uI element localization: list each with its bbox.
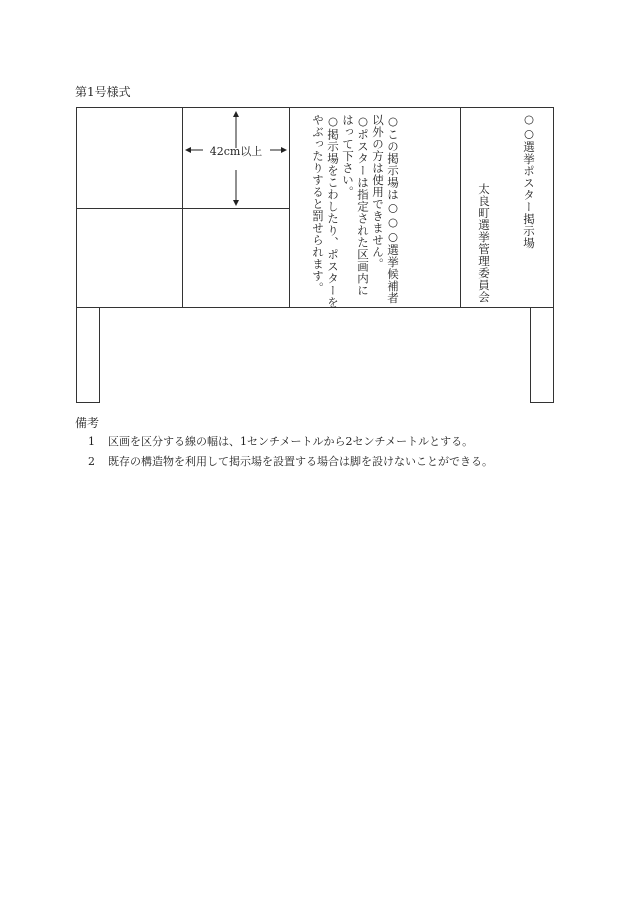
notice-text: ○この掲示場は○○○選挙候補者 以外の方は使用できません。 ○ポスターは指定された区画内に はって下さい。 ○掲示場をこわしたり、ポスターを やぶったりすると罰せられます。 xyxy=(311,114,400,309)
left-leg xyxy=(76,308,100,403)
notes-heading: 備考 xyxy=(75,416,100,430)
poster-board-diagram xyxy=(76,107,554,308)
form-title: 第1号様式 xyxy=(75,85,131,99)
board-title: ○○選挙ポスター掲示場 xyxy=(522,112,536,249)
note-item xyxy=(88,433,473,449)
committee-name: 太良町選挙管理委員会 xyxy=(477,183,491,303)
note-text: 既存の構造物を利用して掲示場を設置する場合は脚を設けないことができる。 xyxy=(108,455,493,468)
note-item xyxy=(88,453,493,469)
right-leg xyxy=(530,308,554,403)
dimension-label: 42cm以上 xyxy=(209,145,263,158)
note-text: 区画を区分する線の幅は、1センチメートルから2センチメートルとする。 xyxy=(108,435,474,448)
note-number: 2 xyxy=(88,455,95,468)
note-number: 1 xyxy=(88,435,95,448)
